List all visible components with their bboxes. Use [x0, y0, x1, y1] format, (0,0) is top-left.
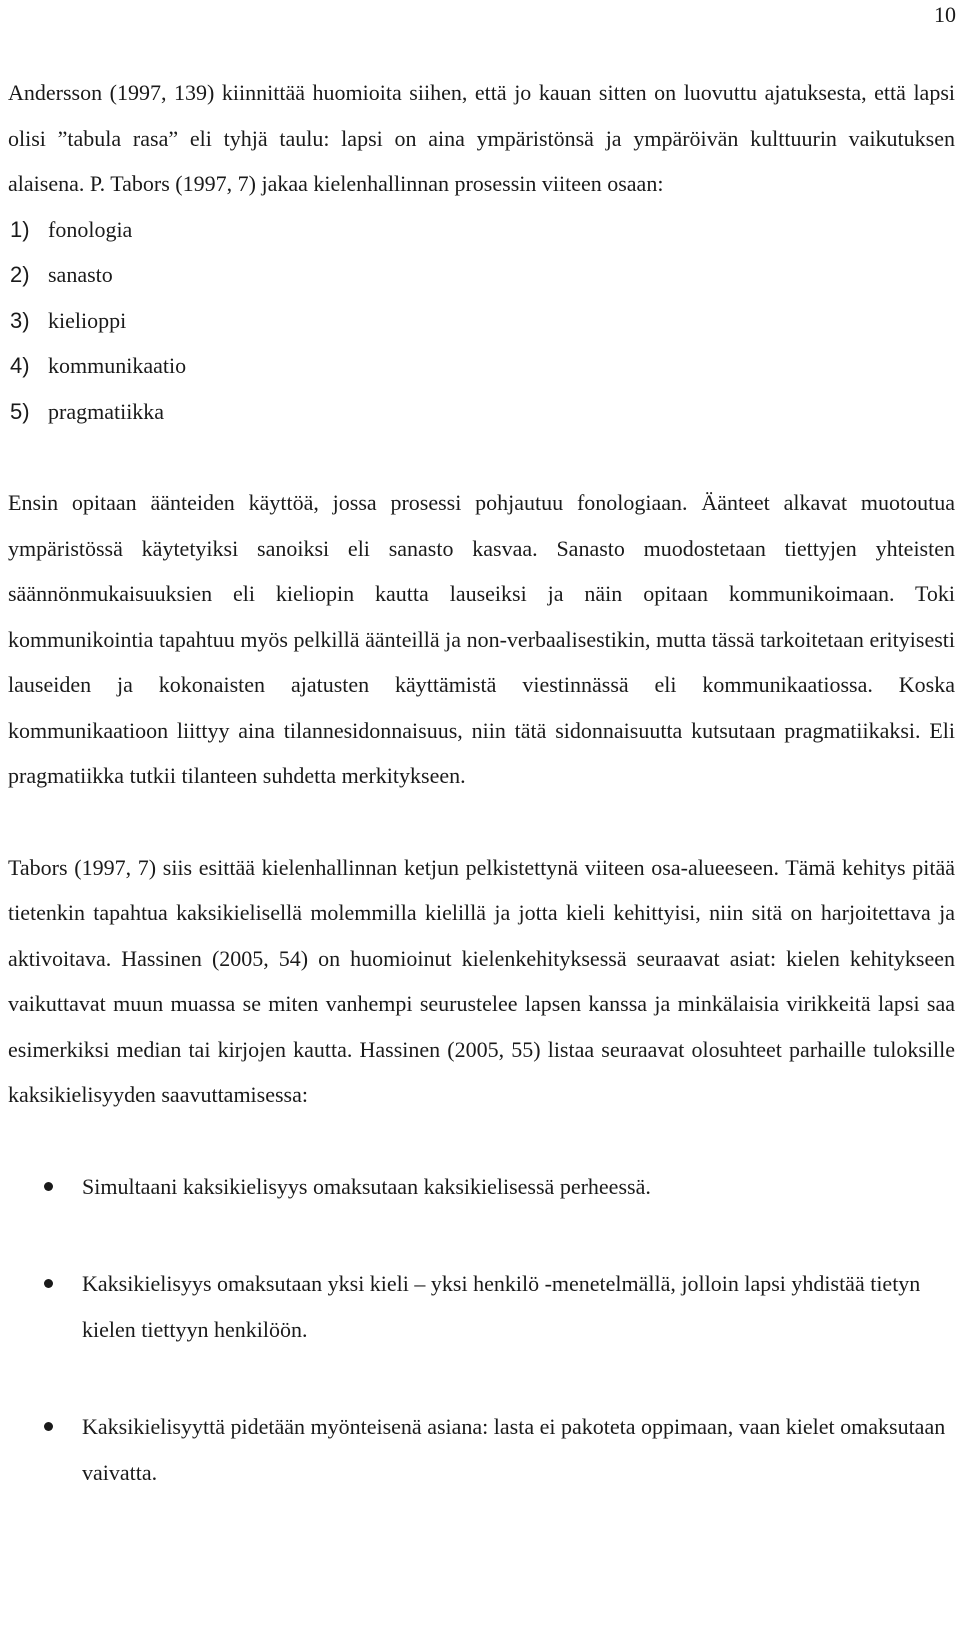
list-item — [8, 389, 955, 435]
bullet-list — [8, 1164, 955, 1496]
list-item-marker: 2) — [10, 262, 30, 287]
bullet-text: Kaksikielisyyttä pidetään myönteisenä asiana: lasta ei pakoteta oppimaan, vaan kielet omaksutaan vaivatta. — [82, 1414, 946, 1485]
list-item — [8, 252, 955, 298]
bullet-text: Simultaani kaksikielisyys omaksutaan kaksikielisessä perheessä. — [82, 1173, 651, 1199]
bullet-icon — [8, 1261, 82, 1352]
document-body — [8, 70, 955, 1547]
list-item-text: sanasto — [48, 262, 113, 287]
list-item — [8, 207, 955, 253]
list-item-marker: 1) — [10, 216, 30, 242]
list-item — [8, 298, 955, 344]
list-item-marker: 5) — [10, 398, 30, 424]
bullet-text: Kaksikielisyys omaksutaan yksi kieli – yksi henkilö -menetelmällä, jolloin lapsi yhdistää tietyn kielen tiettyyn henkilöön. — [82, 1271, 921, 1342]
bullet-item — [8, 1164, 955, 1210]
list-item — [8, 343, 955, 389]
bullet-icon — [8, 1404, 82, 1495]
list-item-text: fonologia — [48, 216, 133, 242]
bullet-item — [8, 1261, 955, 1352]
numbered-list — [8, 207, 955, 435]
bullet-item — [8, 1404, 955, 1495]
list-item-marker: 3) — [10, 307, 30, 333]
list-item-text: pragmatiikka — [48, 398, 165, 424]
list-item-text: kommunikaatio — [48, 353, 187, 378]
paragraph-spacer — [8, 1118, 955, 1164]
paragraph-spacer — [8, 799, 955, 845]
paragraph-phonology: Ensin opitaan äänteiden käyttöä, jossa prosessi pohjautuu fonologiaan. Äänteet alkavat muotoutua ympäristössä käytetyiksi sanoiksi eli sanasto kasvaa. Sanasto muodostetaan tiettyjen yhteisten säännönmukaisuuksien eli kieliopin kautta lauseiksi ja näin opitaan kommunikoimaan. Toki kommunikointia tapahtuu myös pelkillä äänteillä ja non-verbaalisestikin, mutta tässä tarkoitetaan erityisesti lauseiden ja kokonaisten ajatusten käyttämistä viestinnässä eli kommunikaatiossa. Koska kommunikaatioon liittyy aina tilannesidonnaisuus, niin tätä sidonnaisuutta kutsutaan pragmatiikaksi. Eli pragmatiikka tutkii tilanteen suhdetta merkitykseen. — [8, 490, 955, 788]
list-item-marker: 4) — [10, 353, 30, 378]
paragraph-tabors: Tabors (1997, 7) siis esittää kielenhallinnan ketjun pelkistettynä viiteen osa-alueeseen. Tämä kehitys pitää tietenkin tapahtua kaksikielisellä molemmilla kielillä ja jotta kieli kehittyisi, niin sitä on harjoitettava ja aktivoitava. Hassinen (2005, 54) on huomioinut kielenkehityksessä seuraavat asiat: kielen kehitykseen vaikuttavat muun muassa se miten vanhempi seurustelee lapsen kanssa ja minkälaisia virikkeitä lapsi saa esimerkiksi median tai kirjojen kautta. Hassinen (2005, 55) listaa seuraavat olosuhteet parhaille tuloksille kaksikielisyyden saavuttamisessa: — [8, 854, 955, 1107]
bullet-icon — [8, 1164, 82, 1210]
intro-paragraph: Andersson (1997, 139) kiinnittää huomioita siihen, että jo kauan sitten on luovuttu ajatuksesta, että lapsi olisi ”tabula rasa” eli tyhjä taulu: lapsi on aina ympäristönsä ja ympäröivän kulttuurin vaikutuksen alaisena. P. Tabors (1997, 7) jakaa kielenhallinnan prosessin viiteen osaan: — [8, 80, 955, 196]
page-number: 10 — [934, 2, 956, 27]
list-item-text: kielioppi — [48, 307, 127, 333]
paragraph-spacer — [8, 434, 955, 480]
